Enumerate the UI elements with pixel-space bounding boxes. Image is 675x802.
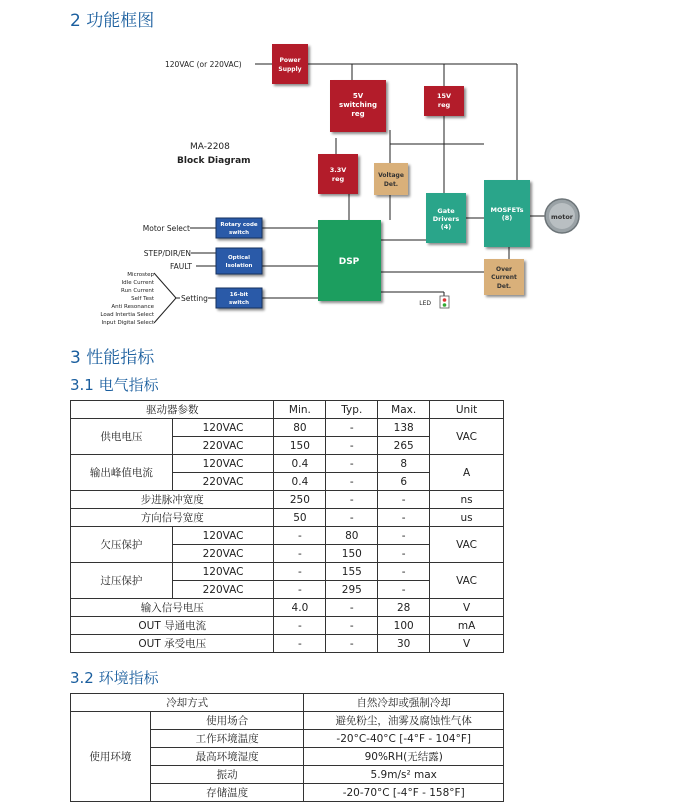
svg-text:Det.: Det. — [383, 181, 399, 188]
optical-isolation-block — [216, 248, 262, 274]
svg-text:3.3V: 3.3V — [329, 166, 347, 174]
environment-spec-table — [70, 693, 504, 802]
svg-text:(8): (8) — [501, 214, 513, 222]
table-row: 冷却方式 自然冷却或强制冷却 — [71, 694, 504, 712]
svg-text:Self Test: Self Test — [131, 296, 154, 302]
table-row: 过压保护 120VAC - 155 - VAC — [71, 563, 504, 581]
table-row: 方向信号宽度 50 - - us — [71, 509, 504, 527]
svg-text:reg: reg — [331, 175, 345, 183]
section-3-2-title: 3.2 环境指标 — [70, 669, 159, 687]
reg-3v3-block — [318, 154, 358, 194]
table-row: 振动 5.9m/s² max — [71, 766, 504, 784]
table-header-row: 驱动器参数 Min. Typ. Max. Unit — [71, 401, 504, 419]
svg-text:Idle Current: Idle Current — [121, 280, 154, 286]
section-3-1-title: 3.1 电气指标 — [70, 376, 159, 394]
block-diagram — [0, 0, 675, 340]
switch-16bit-block — [216, 288, 262, 308]
rotary-switch-block — [216, 218, 262, 238]
svg-text:Voltage: Voltage — [378, 172, 404, 179]
svg-text:5V: 5V — [352, 92, 364, 100]
svg-text:DSP: DSP — [338, 257, 360, 267]
table-row: 220VAC - 295 - — [71, 581, 504, 599]
svg-text:(4): (4) — [440, 223, 452, 231]
svg-text:Gate: Gate — [437, 207, 455, 215]
svg-text:reg: reg — [437, 101, 451, 109]
svg-text:MOSFETs: MOSFETs — [490, 206, 524, 214]
diagram-title: Block Diagram — [177, 156, 251, 166]
led-icon — [440, 296, 449, 308]
section-3-title: 3 性能指标 — [70, 348, 155, 368]
table-row: 步进脉冲宽度 250 - - ns — [71, 491, 504, 509]
table-row: 输出峰值电流 120VAC 0.4 - 8 A — [71, 455, 504, 473]
led-label: LED — [419, 300, 431, 307]
svg-text:Load Intertia Select: Load Intertia Select — [100, 312, 154, 318]
svg-text:motor: motor — [550, 213, 574, 221]
svg-text:Input Digital Select: Input Digital Select — [101, 320, 154, 326]
table-row: OUT 导通电流 - - 100 mA — [71, 617, 504, 635]
table-row: 供电电压 120VAC 80 - 138 VAC — [71, 419, 504, 437]
table-row: 使用环境 使用场合 避免粉尘，油雾及腐蚀性气体 — [71, 712, 504, 730]
svg-text:Rotary code: Rotary code — [220, 222, 258, 228]
svg-text:Supply: Supply — [278, 66, 302, 73]
power-supply-block — [272, 44, 308, 84]
svg-text:Current: Current — [491, 274, 517, 281]
gate-drivers-block — [426, 193, 466, 243]
setting-label: Setting — [181, 294, 208, 303]
svg-text:Over: Over — [495, 266, 513, 273]
section-2-title: 2 功能框图 — [70, 11, 155, 31]
svg-text:Isolation: Isolation — [225, 263, 253, 269]
motor-select-label: Motor Select — [142, 224, 190, 233]
voltage-detect-block — [374, 163, 408, 195]
svg-text:switch: switch — [228, 300, 250, 306]
table-row: 220VAC 0.4 - 6 — [71, 473, 504, 491]
svg-text:Anti Resonance: Anti Resonance — [111, 304, 154, 310]
motor-icon — [545, 199, 579, 233]
table-row: 220VAC 150 - 265 — [71, 437, 504, 455]
reg-15v-block — [424, 86, 464, 116]
svg-text:switching: switching — [339, 101, 377, 109]
svg-text:Det.: Det. — [496, 283, 512, 290]
table-row: 最高环境湿度 90%RH(无结露) — [71, 748, 504, 766]
svg-text:16-bit: 16-bit — [229, 292, 249, 298]
svg-text:Drivers: Drivers — [432, 215, 460, 223]
svg-text:Optical: Optical — [228, 255, 250, 261]
mosfets-block — [484, 180, 530, 247]
setting-items-list — [100, 272, 154, 326]
ac-input-label: 120VAC (or 220VAC) — [165, 60, 242, 69]
table-row: 220VAC - 150 - — [71, 545, 504, 563]
over-current-block — [484, 259, 524, 295]
fault-label: FAULT — [170, 262, 192, 271]
step-dir-en-label: STEP/DIR/EN — [143, 249, 191, 258]
dsp-block — [318, 220, 381, 301]
table-row: 存储温度 -20-70°C [-4°F - 158°F] — [71, 784, 504, 802]
electrical-spec-table — [70, 400, 504, 653]
reg-5v-block — [330, 80, 386, 132]
table-row: 欠压保护 120VAC - 80 - VAC — [71, 527, 504, 545]
svg-text:switch: switch — [228, 230, 250, 236]
svg-text:Microstep: Microstep — [127, 272, 154, 278]
table-row: OUT 承受电压 - - 30 V — [71, 635, 504, 653]
svg-text:15V: 15V — [436, 92, 452, 100]
table-row: 工作环境温度 -20°C-40°C [-4°F - 104°F] — [71, 730, 504, 748]
diagram-title-model: MA-2208 — [190, 142, 230, 152]
svg-text:Power: Power — [279, 57, 301, 64]
table-row: 输入信号电压 4.0 - 28 V — [71, 599, 504, 617]
svg-text:reg: reg — [351, 110, 365, 118]
svg-text:Run Current: Run Current — [121, 288, 154, 294]
